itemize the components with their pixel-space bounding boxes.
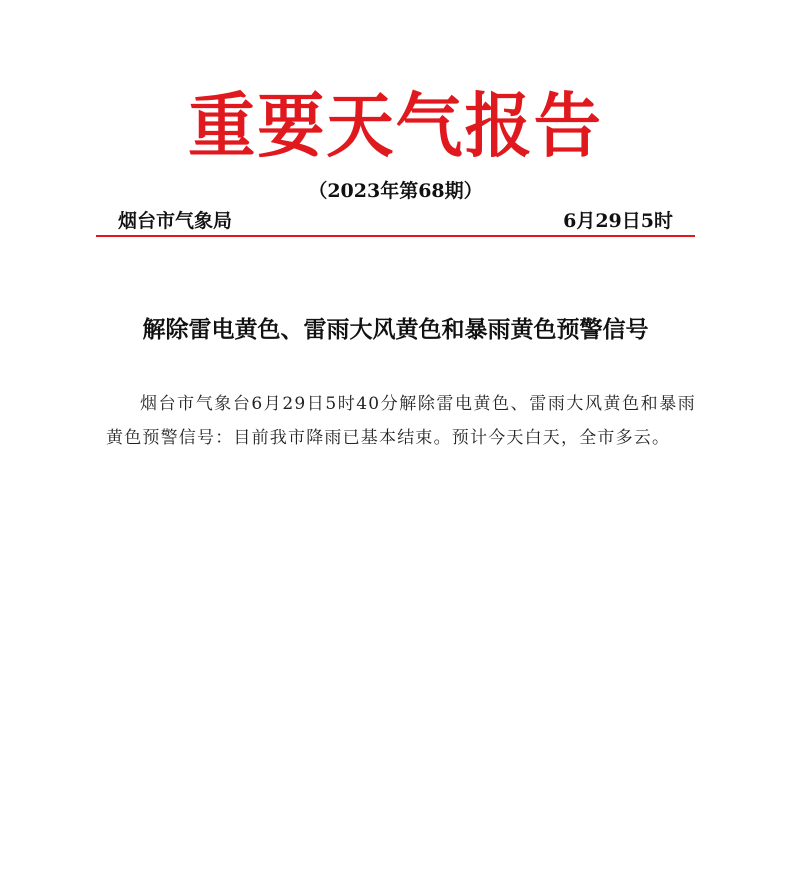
notice-title: 解除雷电黄色、雷雨大风黄色和暴雨黄色预警信号 bbox=[142, 317, 649, 343]
report-masthead-title: 重要天气报告 bbox=[188, 84, 603, 167]
notice-body: 烟台市气象台6月29日5时40分解除雷电黄色、雷雨大风黄色和暴雨黄色预警信号：目前我市降雨已基本结束。预计今天白天，全市多云。 bbox=[106, 394, 696, 448]
issuing-agency: 烟台市气象局 bbox=[118, 210, 233, 232]
issue-time: 6月29日5时 bbox=[563, 210, 673, 232]
issue-number: （2023年第68期） bbox=[308, 180, 483, 202]
header-divider-line bbox=[96, 235, 695, 237]
